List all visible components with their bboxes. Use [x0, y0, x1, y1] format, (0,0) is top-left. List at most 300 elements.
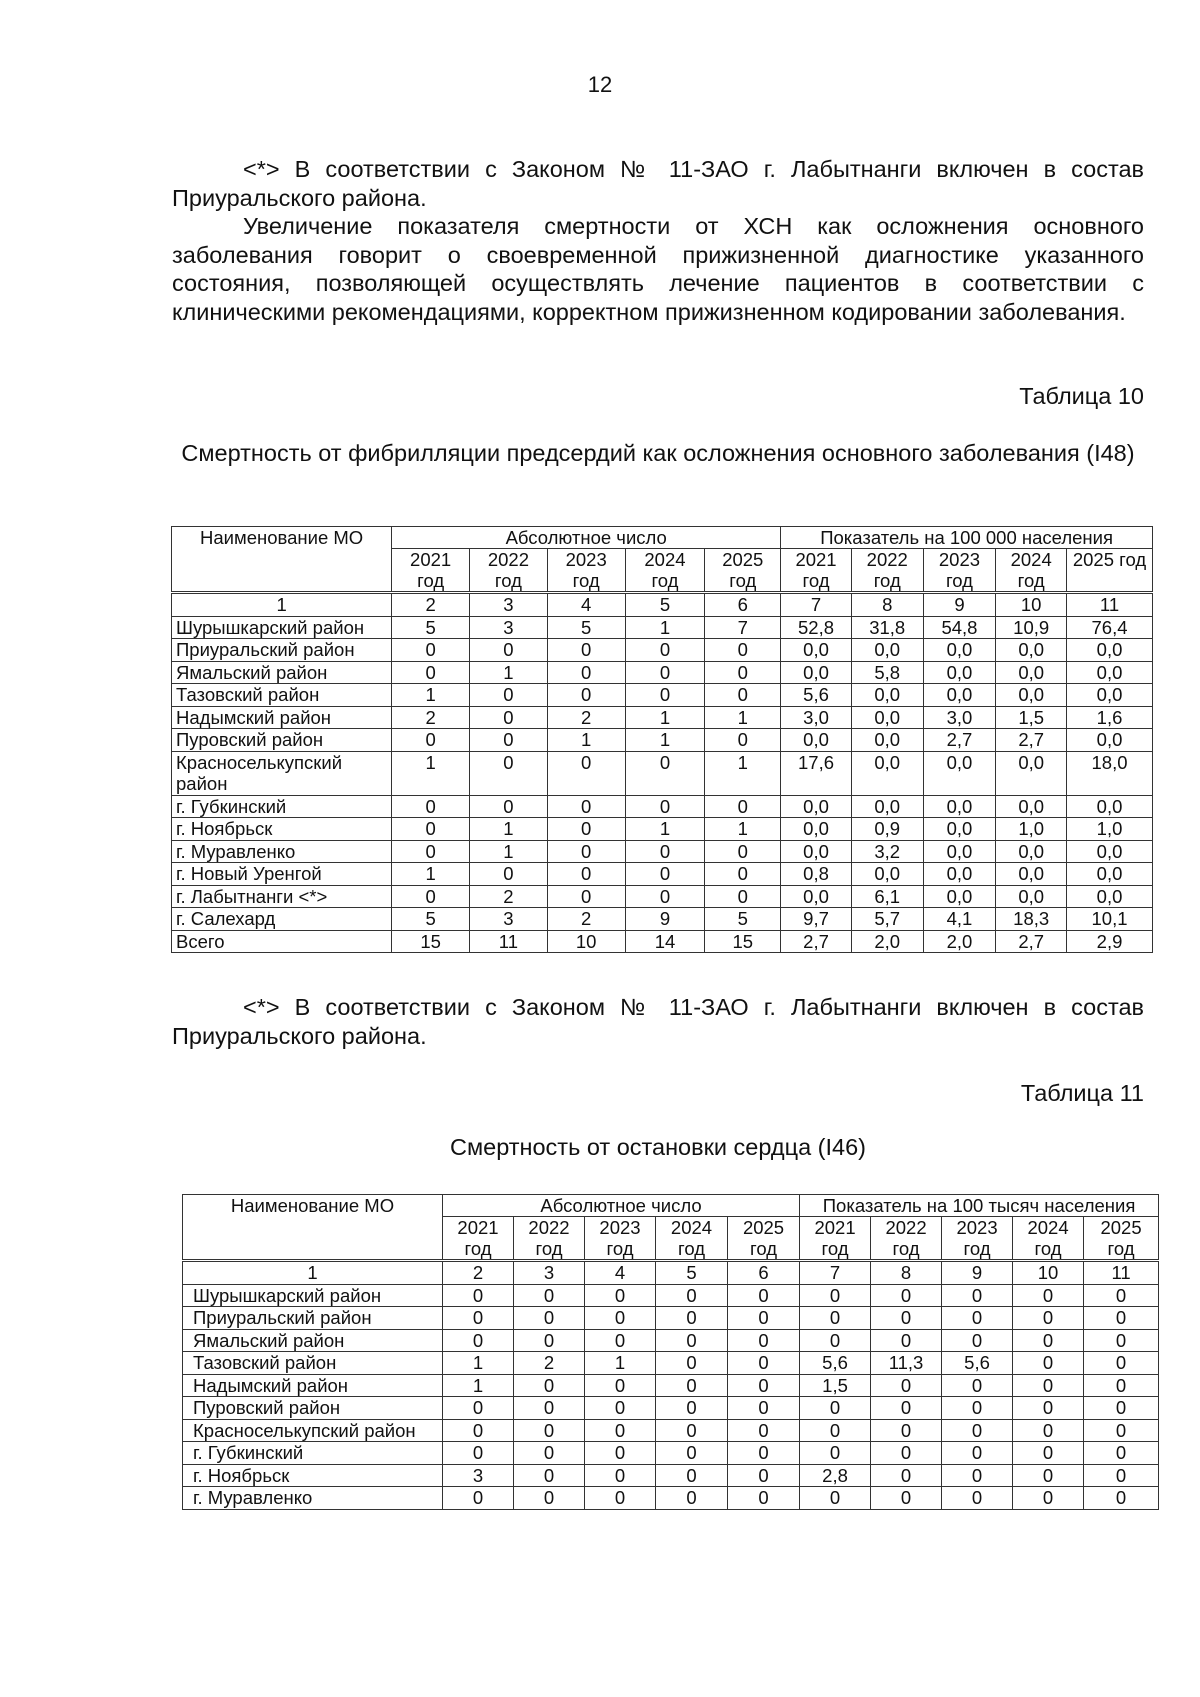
value-cell: 0 — [728, 1464, 800, 1487]
value-cell: 2,7 — [996, 930, 1067, 953]
value-cell: 14 — [625, 930, 705, 953]
table-row — [172, 930, 1153, 953]
value-cell: 0 — [392, 661, 470, 684]
value-cell: 0 — [656, 1307, 728, 1330]
value-cell: 0,0 — [923, 863, 996, 886]
row-name-cell: Приуральский район — [172, 639, 392, 662]
header-year: 2022 год — [871, 1217, 942, 1261]
table-row — [172, 818, 1153, 841]
row-name-cell: г. Ноябрьск — [172, 818, 392, 841]
value-cell: 0,0 — [781, 840, 852, 863]
value-cell: 0 — [625, 840, 705, 863]
column-number: 4 — [547, 593, 625, 617]
row-name-cell: Тазовский район — [172, 684, 392, 707]
value-cell: 2,0 — [923, 930, 996, 953]
value-cell: 0 — [1013, 1307, 1084, 1330]
value-cell: 11 — [470, 930, 548, 953]
row-name-cell: Тазовский район — [183, 1352, 443, 1375]
table-row — [172, 661, 1153, 684]
table-10 — [171, 526, 1153, 953]
row-name-cell: г. Губкинский — [183, 1442, 443, 1465]
value-cell: 0 — [470, 639, 548, 662]
value-cell: 0 — [514, 1284, 585, 1307]
page-number: 12 — [587, 72, 613, 97]
value-cell: 1 — [625, 729, 705, 752]
value-cell: 10,9 — [996, 616, 1067, 639]
value-cell: 0,0 — [996, 661, 1067, 684]
value-cell: 0,0 — [781, 661, 852, 684]
header-row — [172, 527, 1153, 549]
value-cell: 0 — [942, 1374, 1013, 1397]
column-number: 2 — [392, 593, 470, 617]
value-cell: 31,8 — [851, 616, 923, 639]
value-cell: 0 — [392, 729, 470, 752]
row-name-cell: Пуровский район — [172, 729, 392, 752]
header-year: 2022 год — [470, 549, 548, 593]
value-cell: 0 — [443, 1419, 514, 1442]
table-row — [183, 1307, 1159, 1330]
row-name-cell: Шурышкарский район — [183, 1284, 443, 1307]
value-cell: 1 — [625, 818, 705, 841]
value-cell: 0 — [470, 684, 548, 707]
column-number: 6 — [728, 1261, 800, 1285]
column-number: 10 — [1013, 1261, 1084, 1285]
value-cell: 0 — [705, 885, 781, 908]
value-cell: 5 — [392, 908, 470, 931]
row-name-cell: Надымский район — [172, 706, 392, 729]
value-cell: 0 — [656, 1442, 728, 1465]
value-cell: 3 — [443, 1464, 514, 1487]
value-cell: 5 — [392, 616, 470, 639]
value-cell: 0 — [1013, 1487, 1084, 1510]
value-cell: 0 — [585, 1419, 656, 1442]
value-cell: 0 — [942, 1464, 1013, 1487]
value-cell: 0 — [942, 1442, 1013, 1465]
value-cell: 0 — [871, 1442, 942, 1465]
value-cell: 0 — [547, 751, 625, 795]
value-cell: 0 — [392, 840, 470, 863]
table-11-label: Таблица 11 — [1020, 1080, 1144, 1106]
value-cell: 0 — [514, 1397, 585, 1420]
value-cell: 0 — [1084, 1419, 1159, 1442]
value-cell: 0 — [1084, 1464, 1159, 1487]
value-cell: 11,3 — [871, 1352, 942, 1375]
value-cell: 0 — [470, 729, 548, 752]
value-cell: 1 — [470, 818, 548, 841]
value-cell: 0 — [443, 1397, 514, 1420]
row-name-cell: Пуровский район — [183, 1397, 443, 1420]
value-cell: 0 — [800, 1284, 871, 1307]
value-cell: 0,0 — [1067, 661, 1153, 684]
value-cell: 0 — [1013, 1329, 1084, 1352]
header-year: 2021 год — [800, 1217, 871, 1261]
value-cell: 0,0 — [781, 795, 852, 818]
header-year: 2025 год — [728, 1217, 800, 1261]
value-cell: 0 — [942, 1419, 1013, 1442]
value-cell: 0 — [547, 840, 625, 863]
value-cell: 0,0 — [851, 729, 923, 752]
value-cell: 9 — [625, 908, 705, 931]
column-number: 5 — [656, 1261, 728, 1285]
value-cell: 2,0 — [851, 930, 923, 953]
value-cell: 2 — [547, 706, 625, 729]
value-cell: 0 — [547, 661, 625, 684]
value-cell: 0 — [728, 1352, 800, 1375]
table-row — [183, 1419, 1159, 1442]
header-year: 2023 год — [547, 549, 625, 593]
value-cell: 2,9 — [1067, 930, 1153, 953]
value-cell: 0 — [1084, 1307, 1159, 1330]
value-cell: 0,0 — [1067, 684, 1153, 707]
value-cell: 0 — [1084, 1329, 1159, 1352]
column-number: 11 — [1067, 593, 1153, 617]
value-cell: 1 — [705, 818, 781, 841]
header-year: 2022 год — [851, 549, 923, 593]
value-cell: 0,0 — [851, 751, 923, 795]
value-cell: 5,6 — [800, 1352, 871, 1375]
row-name-cell: Красноселькупский район — [183, 1419, 443, 1442]
value-cell: 0 — [656, 1464, 728, 1487]
value-cell: 0 — [1013, 1284, 1084, 1307]
column-number: 9 — [923, 593, 996, 617]
column-number: 11 — [1084, 1261, 1159, 1285]
value-cell: 52,8 — [781, 616, 852, 639]
value-cell: 0 — [547, 684, 625, 707]
value-cell: 0 — [800, 1307, 871, 1330]
header-absolute-number: Абсолютное число — [443, 1195, 800, 1217]
header-year: 2023 год — [942, 1217, 1013, 1261]
value-cell: 0 — [942, 1397, 1013, 1420]
value-cell: 0 — [1084, 1352, 1159, 1375]
table-row — [183, 1464, 1159, 1487]
header-rate-per-100k: Показатель на 100 000 населения — [781, 527, 1153, 549]
table-row — [172, 616, 1153, 639]
value-cell: 0 — [942, 1284, 1013, 1307]
value-cell: 0 — [656, 1487, 728, 1510]
value-cell: 10 — [547, 930, 625, 953]
value-cell: 1 — [392, 684, 470, 707]
value-cell: 0,0 — [923, 795, 996, 818]
value-cell: 0 — [1013, 1442, 1084, 1465]
value-cell: 0 — [585, 1307, 656, 1330]
value-cell: 0 — [728, 1307, 800, 1330]
value-cell: 0 — [942, 1329, 1013, 1352]
table-11-title: Смертность от остановки сердца (I46) — [450, 1134, 866, 1160]
header-year: 2024 год — [996, 549, 1067, 593]
header-year: 2024 год — [625, 549, 705, 593]
column-number-row — [172, 593, 1153, 617]
value-cell: 0,0 — [781, 729, 852, 752]
table-row — [183, 1284, 1159, 1307]
footnote-labytnangi: <*> В соответствии с Законом № 11-ЗАО г. Лабытнанги включен в состав Приуральского района. — [172, 156, 1144, 211]
value-cell: 54,8 — [923, 616, 996, 639]
value-cell: 1,6 — [1067, 706, 1153, 729]
value-cell: 2,8 — [800, 1464, 871, 1487]
table-row — [183, 1442, 1159, 1465]
value-cell: 0 — [514, 1464, 585, 1487]
row-name-cell: Ямальский район — [172, 661, 392, 684]
value-cell: 1 — [392, 863, 470, 886]
value-cell: 0 — [656, 1374, 728, 1397]
value-cell: 1 — [443, 1374, 514, 1397]
value-cell: 0 — [470, 751, 548, 795]
value-cell: 0 — [1084, 1397, 1159, 1420]
value-cell: 0 — [728, 1284, 800, 1307]
value-cell: 0,0 — [1067, 885, 1153, 908]
column-number: 3 — [514, 1261, 585, 1285]
value-cell: 1,0 — [996, 818, 1067, 841]
value-cell: 0,0 — [923, 840, 996, 863]
value-cell: 1,5 — [800, 1374, 871, 1397]
row-name-cell: Шурышкарский район — [172, 616, 392, 639]
value-cell: 0 — [728, 1374, 800, 1397]
value-cell: 0 — [443, 1487, 514, 1510]
value-cell: 0 — [871, 1419, 942, 1442]
column-number: 7 — [800, 1261, 871, 1285]
value-cell: 9,7 — [781, 908, 852, 931]
value-cell: 0 — [705, 661, 781, 684]
value-cell: 0 — [470, 795, 548, 818]
value-cell: 0 — [1084, 1374, 1159, 1397]
value-cell: 0,0 — [996, 885, 1067, 908]
value-cell: 0 — [392, 818, 470, 841]
header-year: 2024 год — [1013, 1217, 1084, 1261]
value-cell: 1,5 — [996, 706, 1067, 729]
row-name-cell: Красноселькупский район — [172, 751, 392, 795]
table-row — [183, 1352, 1159, 1375]
value-cell: 0,0 — [996, 840, 1067, 863]
value-cell: 0 — [585, 1284, 656, 1307]
value-cell: 0 — [625, 751, 705, 795]
value-cell: 2 — [547, 908, 625, 931]
value-cell: 0 — [871, 1464, 942, 1487]
value-cell: 0 — [547, 639, 625, 662]
value-cell: 0 — [705, 729, 781, 752]
value-cell: 0 — [728, 1397, 800, 1420]
value-cell: 0 — [728, 1442, 800, 1465]
column-number: 4 — [585, 1261, 656, 1285]
footnote-labytnangi-2: <*> В соответствии с Законом № 11-ЗАО г. Лабытнанги включен в состав Приуральского района. — [172, 994, 1144, 1049]
value-cell: 5,8 — [851, 661, 923, 684]
value-cell: 0,0 — [1067, 863, 1153, 886]
value-cell: 0 — [705, 795, 781, 818]
value-cell: 0 — [514, 1307, 585, 1330]
table-10-title: Смертность от фибрилляции предсердий как осложнения основного заболевания (I48) — [181, 440, 1135, 466]
header-rate-per-100k: Показатель на 100 тысяч населения — [800, 1195, 1159, 1217]
header-year: 2021 год — [781, 549, 852, 593]
value-cell: 0 — [800, 1329, 871, 1352]
row-name-cell: г. Губкинский — [172, 795, 392, 818]
column-number: 10 — [996, 593, 1067, 617]
value-cell: 1,0 — [1067, 818, 1153, 841]
value-cell: 0 — [547, 863, 625, 886]
value-cell: 1 — [470, 840, 548, 863]
value-cell: 5,6 — [942, 1352, 1013, 1375]
value-cell: 0 — [625, 885, 705, 908]
value-cell: 0 — [585, 1464, 656, 1487]
value-cell: 5 — [547, 616, 625, 639]
value-cell: 0 — [656, 1419, 728, 1442]
header-year: 2024 год — [656, 1217, 728, 1261]
header-year: 2025 год — [1067, 549, 1153, 593]
row-name-cell: Ямальский район — [183, 1329, 443, 1352]
row-name-cell: г. Салехард — [172, 908, 392, 931]
value-cell: 18,3 — [996, 908, 1067, 931]
value-cell: 0 — [1013, 1464, 1084, 1487]
column-number: 1 — [172, 593, 392, 617]
table-row — [183, 1487, 1159, 1510]
header-name-mo: Наименование МО — [183, 1195, 443, 1261]
value-cell: 18,0 — [1067, 751, 1153, 795]
table-row — [172, 684, 1153, 707]
value-cell: 0,0 — [851, 639, 923, 662]
value-cell: 0 — [547, 885, 625, 908]
value-cell: 0 — [443, 1284, 514, 1307]
value-cell: 2 — [514, 1352, 585, 1375]
row-name-cell: г. Ноябрьск — [183, 1464, 443, 1487]
value-cell: 0 — [1084, 1487, 1159, 1510]
value-cell: 0 — [728, 1419, 800, 1442]
table-row — [172, 885, 1153, 908]
value-cell: 0 — [443, 1442, 514, 1465]
value-cell: 0,0 — [1067, 840, 1153, 863]
value-cell: 3 — [470, 908, 548, 931]
value-cell: 0 — [1084, 1442, 1159, 1465]
value-cell: 2,7 — [781, 930, 852, 953]
value-cell: 0 — [1013, 1352, 1084, 1375]
table-row — [183, 1374, 1159, 1397]
column-number: 6 — [705, 593, 781, 617]
table-row — [172, 908, 1153, 931]
value-cell: 0 — [656, 1397, 728, 1420]
table-11 — [182, 1194, 1159, 1510]
value-cell: 0 — [514, 1374, 585, 1397]
value-cell: 0 — [1013, 1419, 1084, 1442]
value-cell: 0,0 — [996, 795, 1067, 818]
value-cell: 0 — [705, 863, 781, 886]
header-row — [183, 1195, 1159, 1217]
value-cell: 1 — [625, 616, 705, 639]
value-cell: 0,0 — [851, 863, 923, 886]
table-row — [172, 639, 1153, 662]
value-cell: 0,0 — [996, 863, 1067, 886]
value-cell: 0 — [625, 795, 705, 818]
value-cell: 7 — [705, 616, 781, 639]
value-cell: 1 — [705, 706, 781, 729]
value-cell: 15 — [392, 930, 470, 953]
value-cell: 0 — [514, 1442, 585, 1465]
value-cell: 0 — [514, 1329, 585, 1352]
value-cell: 0 — [585, 1487, 656, 1510]
value-cell: 5,6 — [781, 684, 852, 707]
row-name-cell: Всего — [172, 930, 392, 953]
value-cell: 2 — [470, 885, 548, 908]
value-cell: 0 — [392, 639, 470, 662]
value-cell: 0,0 — [923, 885, 996, 908]
value-cell: 1 — [705, 751, 781, 795]
value-cell: 0,0 — [851, 795, 923, 818]
value-cell: 0,0 — [923, 639, 996, 662]
value-cell: 0,0 — [1067, 639, 1153, 662]
header-year: 2021 год — [443, 1217, 514, 1261]
table-row — [172, 751, 1153, 795]
value-cell: 0 — [871, 1374, 942, 1397]
value-cell: 0 — [470, 863, 548, 886]
value-cell: 0 — [871, 1329, 942, 1352]
row-name-cell: Надымский район — [183, 1374, 443, 1397]
column-number: 7 — [781, 593, 852, 617]
header-year: 2023 год — [585, 1217, 656, 1261]
value-cell: 3,0 — [781, 706, 852, 729]
value-cell: 0 — [728, 1487, 800, 1510]
row-name-cell: г. Новый Уренгой — [172, 863, 392, 886]
value-cell: 0 — [705, 684, 781, 707]
value-cell: 0 — [942, 1487, 1013, 1510]
value-cell: 0 — [871, 1284, 942, 1307]
value-cell: 0 — [625, 684, 705, 707]
value-cell: 0 — [871, 1307, 942, 1330]
header-year: 2025 год — [1084, 1217, 1159, 1261]
column-number-row — [183, 1261, 1159, 1285]
row-name-cell: г. Лабытнанги <*> — [172, 885, 392, 908]
table-10-label: Таблица 10 — [1019, 383, 1144, 409]
header-year: 2022 год — [514, 1217, 585, 1261]
value-cell: 10,1 — [1067, 908, 1153, 931]
value-cell: 0,0 — [851, 684, 923, 707]
value-cell: 0 — [800, 1419, 871, 1442]
value-cell: 0 — [656, 1329, 728, 1352]
value-cell: 1 — [392, 751, 470, 795]
value-cell: 5,7 — [851, 908, 923, 931]
value-cell: 1 — [547, 729, 625, 752]
column-number: 2 — [443, 1261, 514, 1285]
column-number: 8 — [851, 593, 923, 617]
row-name-cell: г. Муравленко — [172, 840, 392, 863]
value-cell: 0 — [705, 639, 781, 662]
value-cell: 0,9 — [851, 818, 923, 841]
value-cell: 0 — [656, 1284, 728, 1307]
value-cell: 0,0 — [781, 639, 852, 662]
value-cell: 0 — [443, 1307, 514, 1330]
column-number: 8 — [871, 1261, 942, 1285]
value-cell: 1 — [585, 1352, 656, 1375]
value-cell: 2 — [392, 706, 470, 729]
value-cell: 3,2 — [851, 840, 923, 863]
value-cell: 0 — [871, 1397, 942, 1420]
value-cell: 0 — [443, 1329, 514, 1352]
value-cell: 2,7 — [996, 729, 1067, 752]
value-cell: 0 — [392, 885, 470, 908]
value-cell: 0,0 — [781, 885, 852, 908]
value-cell: 0 — [656, 1352, 728, 1375]
value-cell: 0 — [1013, 1397, 1084, 1420]
column-number: 5 — [625, 593, 705, 617]
value-cell: 17,6 — [781, 751, 852, 795]
value-cell: 15 — [705, 930, 781, 953]
value-cell: 0 — [800, 1487, 871, 1510]
value-cell: 0,0 — [851, 706, 923, 729]
value-cell: 5 — [705, 908, 781, 931]
header-name-mo: Наименование МО — [172, 527, 392, 593]
column-number: 1 — [183, 1261, 443, 1285]
value-cell: 4,1 — [923, 908, 996, 931]
table-row — [183, 1397, 1159, 1420]
value-cell: 0 — [514, 1487, 585, 1510]
header-year: 2023 год — [923, 549, 996, 593]
value-cell: 3 — [470, 616, 548, 639]
value-cell: 3,0 — [923, 706, 996, 729]
value-cell: 0,0 — [996, 751, 1067, 795]
